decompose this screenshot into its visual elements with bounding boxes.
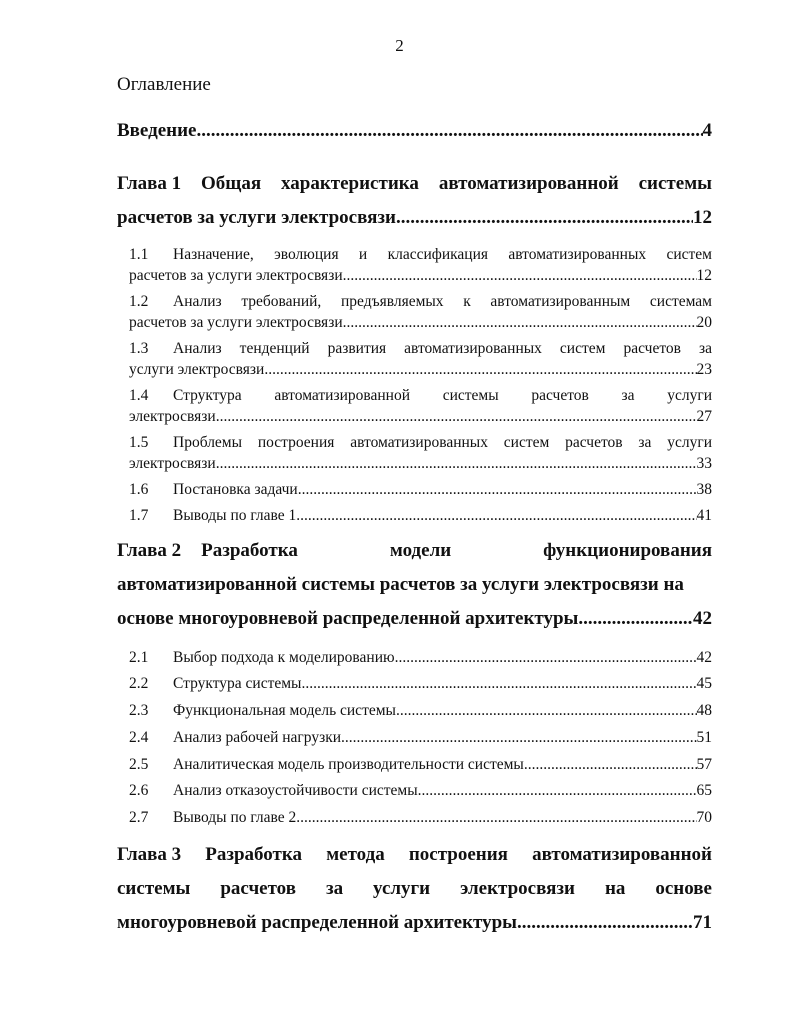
- dot-leader: [517, 906, 693, 940]
- toc-chapter-2[interactable]: [117, 534, 712, 636]
- section-number: 1.3: [129, 340, 149, 357]
- chapter-heading-line: [117, 602, 712, 636]
- dot-leader: [216, 453, 697, 474]
- toc-section-1-2[interactable]: [129, 291, 712, 333]
- section-title-line: расчетов за услуги электросвязи: [129, 267, 343, 284]
- section-title-line: электросвязи: [129, 408, 216, 425]
- toc-section-1-4[interactable]: [129, 385, 712, 427]
- section-title-line: Постановка задачи: [173, 481, 298, 498]
- toc-entry-page: 51: [696, 729, 712, 746]
- chapter-word: характеристика: [281, 173, 419, 194]
- dot-leader: [343, 312, 697, 333]
- toc-entry-page: 41: [696, 507, 712, 524]
- dot-leader: [216, 406, 697, 427]
- toc-entry-page: 71: [693, 912, 712, 933]
- chapter-title-text: расчетов за услуги электросвязи: [117, 207, 396, 228]
- toc-entry-page: 12: [696, 267, 712, 284]
- dot-leader: [341, 727, 696, 748]
- dot-leader: [296, 505, 696, 526]
- toc-entry-page: 12: [693, 207, 712, 228]
- toc-entry-page: 48: [696, 702, 712, 719]
- chapter-word: системы: [638, 173, 712, 194]
- toc-section-1-3[interactable]: [129, 338, 712, 380]
- toc-entry-page: 57: [696, 756, 712, 773]
- dot-leader: [396, 201, 693, 235]
- toc-entry-page: 65: [696, 782, 712, 799]
- chapter-heading-line: [117, 906, 712, 940]
- chapter-word: автоматизированной: [438, 173, 619, 194]
- chapter-word: за: [325, 878, 344, 899]
- dot-leader: [396, 700, 697, 721]
- toc-entry-page: 38: [696, 481, 712, 498]
- section-number: 1.4: [129, 387, 149, 404]
- toc-section-2-5[interactable]: [129, 754, 712, 775]
- toc-entry-page: 4: [702, 120, 712, 141]
- section-number: 2.4: [129, 729, 149, 746]
- section-number: 2.6: [129, 782, 149, 799]
- section-number: 2.3: [129, 702, 149, 719]
- toc-section-2-1[interactable]: [129, 647, 712, 668]
- section-number: 1.7: [129, 507, 149, 524]
- toc-entry-page: 45: [696, 675, 712, 692]
- toc-section-2-7[interactable]: [129, 807, 712, 828]
- section-number: 2.5: [129, 756, 149, 773]
- section-title-line: услуги электросвязи: [129, 361, 265, 378]
- toc-section-2-6[interactable]: [129, 780, 712, 801]
- section-number: 2.1: [129, 649, 149, 666]
- section-number: 1.1: [129, 246, 149, 263]
- section-title-line: Функциональная модель системы: [173, 702, 396, 719]
- section-title-line: электросвязи: [129, 455, 216, 472]
- chapter-heading-line: [117, 838, 712, 872]
- dot-leader: [197, 120, 703, 142]
- toc-title: Оглавление: [117, 74, 211, 95]
- toc-section-1-7[interactable]: [129, 505, 712, 526]
- chapter-title-text: многоуровневой распределенной архитектуры: [117, 912, 518, 933]
- chapter-heading-line: [117, 568, 712, 602]
- chapter-word: Глава 2: [117, 540, 182, 561]
- chapter-word: автоматизированной: [532, 844, 712, 865]
- dot-leader: [296, 807, 696, 828]
- section-title-line: Анализ отказоустойчивости системы: [173, 782, 418, 799]
- section-title-line: Проблемы построения автоматизированных систем расчетов за услуги: [173, 434, 712, 451]
- toc-entry-page: 20: [696, 314, 712, 331]
- chapter-word: электросвязи: [460, 878, 575, 899]
- toc-section-1-5[interactable]: [129, 432, 712, 474]
- dot-leader: [298, 479, 697, 500]
- toc-entry-page: 23: [696, 361, 712, 378]
- dot-leader: [524, 754, 697, 775]
- dot-leader: [343, 265, 697, 286]
- chapter-heading-line: [117, 201, 712, 235]
- chapter-heading-line: [117, 167, 712, 201]
- section-title-line: Выбор подхода к моделированию: [173, 649, 395, 666]
- section-title-line: Назначение, эволюция и классификация автоматизированных систем: [173, 246, 712, 263]
- section-title-line: Анализ рабочей нагрузки: [173, 729, 342, 746]
- page-number: 2: [395, 36, 404, 55]
- section-number: 2.7: [129, 809, 149, 826]
- chapter-word: Общая: [201, 173, 262, 194]
- chapter-heading-line: [117, 872, 712, 906]
- toc-section-1-6[interactable]: [129, 479, 712, 500]
- chapter-word: функционирования: [543, 540, 712, 561]
- chapter-word: основе: [655, 878, 712, 899]
- section-title-line: Выводы по главе 1: [173, 507, 297, 524]
- chapter-word: Глава 3: [117, 844, 182, 865]
- dot-leader: [264, 359, 696, 380]
- chapter-word: Разработка: [205, 844, 303, 865]
- toc-entry-page: 42: [696, 649, 712, 666]
- section-title-line: расчетов за услуги электросвязи: [129, 314, 343, 331]
- chapter-word: построения: [408, 844, 508, 865]
- chapter-word: Глава 1: [117, 173, 182, 194]
- section-title-line: Анализ требований, предъявляемых к автоматизированным системам: [173, 293, 712, 310]
- dot-leader: [395, 647, 697, 668]
- toc-entry-page: 70: [696, 809, 712, 826]
- dot-leader: [578, 602, 693, 636]
- toc-section-2-4[interactable]: [129, 727, 712, 748]
- toc-chapter-3[interactable]: [117, 838, 712, 940]
- section-title-line: Аналитическая модель производительности системы: [173, 756, 524, 773]
- toc-section-2-2[interactable]: [129, 673, 712, 694]
- section-title-line: Структура автоматизированной системы расчетов за услуги: [173, 387, 712, 404]
- chapter-word: расчетов: [220, 878, 296, 899]
- dot-leader: [418, 780, 697, 801]
- toc-entry-label: Введение: [117, 120, 197, 141]
- toc-entry-page: 33: [696, 455, 712, 472]
- toc-entry-page: 42: [693, 608, 712, 629]
- chapter-title-text: автоматизированной системы расчетов за услуги электросвязи на: [117, 574, 684, 595]
- chapter-title-text: основе многоуровневой распределенной архитектуры: [117, 608, 579, 629]
- toc-entry-intro[interactable]: [117, 120, 712, 142]
- section-number: 1.6: [129, 481, 149, 498]
- chapter-word: модели: [389, 540, 452, 561]
- toc-chapter-1[interactable]: [117, 167, 712, 235]
- toc-section-2-3[interactable]: [129, 700, 712, 721]
- chapter-word: Разработка: [201, 540, 298, 561]
- chapter-word: системы: [117, 878, 191, 899]
- chapter-word: метода: [326, 844, 385, 865]
- chapter-word: услуги: [373, 878, 431, 899]
- section-title-line: Выводы по главе 2: [173, 809, 297, 826]
- section-title-line: Структура системы: [173, 675, 302, 692]
- chapter-word: на: [604, 878, 626, 899]
- section-number: 1.5: [129, 434, 149, 451]
- section-number: 2.2: [129, 675, 149, 692]
- chapter-heading-line: [117, 534, 712, 568]
- section-title-line: Анализ тенденций развития автоматизированных систем расчетов за: [173, 340, 712, 357]
- dot-leader: [301, 673, 696, 694]
- section-number: 1.2: [129, 293, 149, 310]
- toc-entry-page: 27: [696, 408, 712, 425]
- toc-section-1-1[interactable]: [129, 244, 712, 286]
